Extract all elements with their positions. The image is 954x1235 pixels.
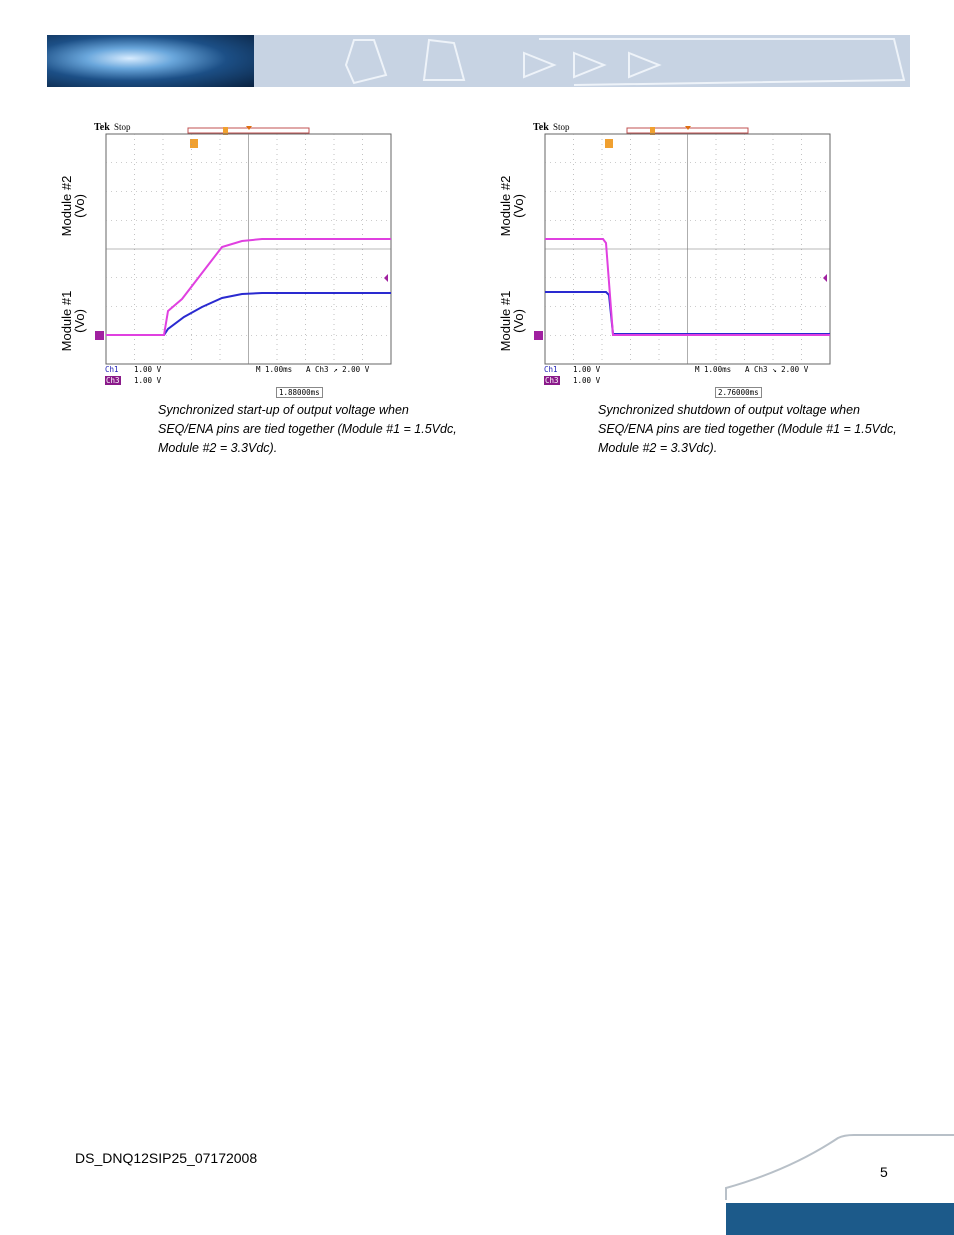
ch1-label: Ch1 — [105, 365, 119, 374]
scope-display — [531, 121, 883, 396]
page-number: 5 — [880, 1164, 888, 1180]
caption-shutdown: Synchronized shutdown of output voltage when SEQ/ENA pins are tied together (Module #1 = 1.5Vdc, Module #2 = 3.3Vdc). — [598, 403, 897, 455]
label-vo: (Vo) — [511, 194, 526, 218]
label-vo: (Vo) — [72, 194, 87, 218]
header-banner — [47, 35, 910, 87]
ch1-scale: 1.00 V — [573, 365, 601, 374]
trigger-position: 2.76000ms — [715, 387, 762, 398]
label-module2-right — [499, 174, 525, 238]
label-module2-left — [60, 174, 86, 238]
scope-display — [92, 121, 444, 396]
ch3-label: Ch3 — [106, 376, 120, 385]
timebase: M 1.00ms — [695, 365, 732, 374]
caption-startup: Synchronized start-up of output voltage when SEQ/ENA pins are tied together (Module #1 = 1.5Vdc, Module #2 = 3.3Vdc). — [158, 403, 457, 455]
trigger-position: 1.88000ms — [276, 387, 323, 398]
timebase: M 1.00ms — [256, 365, 293, 374]
label-module1-right — [499, 289, 525, 353]
footer-swoosh — [720, 1130, 954, 1205]
trigger-setting: A Ch3 ↗ 2.00 V — [306, 365, 370, 374]
label-module2: Module #2 — [59, 175, 74, 237]
ch3-scale: 1.00 V — [134, 376, 162, 385]
label-module1: Module #1 — [59, 290, 74, 352]
ch3-label: Ch3 — [545, 376, 559, 385]
banner-photo — [47, 35, 254, 87]
document-id: DS_DNQ12SIP25_07172008 — [75, 1150, 258, 1166]
scope-startup — [92, 121, 444, 396]
scope-brand: Tek — [94, 122, 110, 133]
footer-bar — [726, 1203, 954, 1235]
ch3-scale: 1.00 V — [573, 376, 601, 385]
scope-shutdown — [531, 121, 883, 396]
banner-outline-shapes — [254, 35, 910, 87]
scope-status: Stop — [114, 122, 131, 132]
scope-brand: Tek — [533, 122, 549, 133]
scope-status: Stop — [553, 122, 570, 132]
label-vo: (Vo) — [511, 309, 526, 333]
label-vo: (Vo) — [72, 309, 87, 333]
label-module1-left — [60, 289, 86, 353]
ch1-label: Ch1 — [544, 365, 558, 374]
label-module2: Module #2 — [498, 175, 513, 237]
banner-graphic — [254, 35, 910, 87]
label-module1: Module #1 — [498, 290, 513, 352]
ch1-scale: 1.00 V — [134, 365, 162, 374]
trigger-setting: A Ch3 ↘ 2.00 V — [745, 365, 809, 374]
